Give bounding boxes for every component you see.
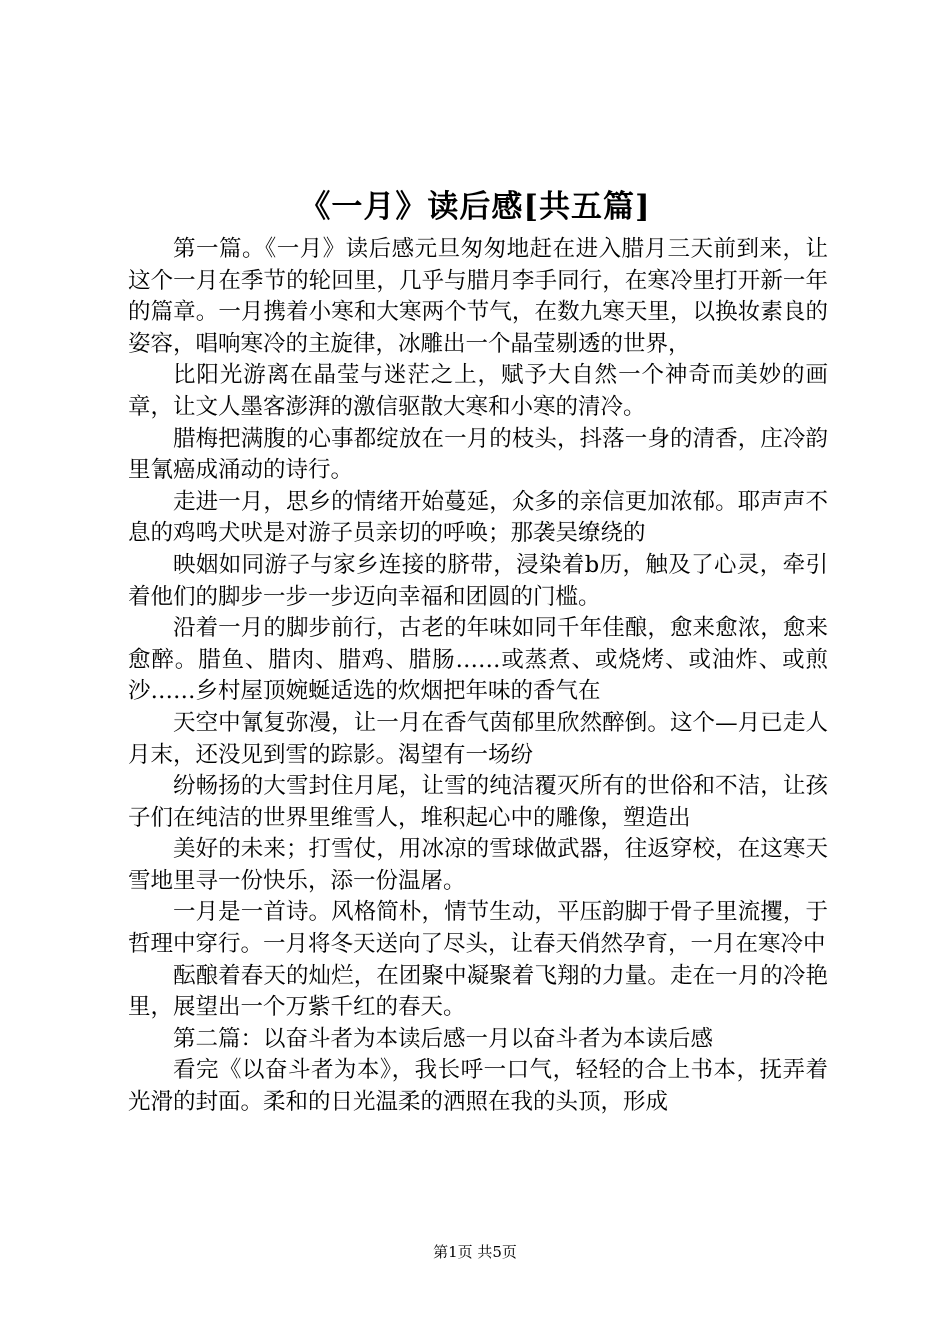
paragraph: 第二篇：以奋斗者为本读后感一月以奋斗者为本读后感 — [173, 1025, 714, 1052]
document-body — [128, 234, 828, 1119]
paragraph: 比阳光游离在晶莹与迷茫之上，赋予大自然一个神奇而美妙的画章，让文人墨客澎湃的激信驱散大寒和小寒的清冷。 — [128, 362, 828, 420]
paragraph: 看完《以奋斗者为本》，我长呼一口气，轻轻的合上书本，抚弄着光滑的封面。柔和的日光温柔的洒照在我的头顶，形成 — [128, 1057, 828, 1116]
paragraph: 纷畅扬的大雪封住月尾，让雪的纯洁覆灭所有的世俗和不洁，让孩子们在纯洁的世界里维雪人，堆积起心中的雕像，塑造出 — [128, 773, 828, 831]
paragraph: 一月是一首诗。风格简朴，情节生动，平压韵脚于骨子里流攫，于哲理中穿行。一月将冬天送向了尽头，让春天俏然孕育，一月在寒冷中 — [128, 899, 828, 958]
paragraph: 美好的未来；打雪仗，用冰凉的雪球做武器，往返穿校，在这寒天雪地里寻一份快乐，添一份温屠。 — [128, 836, 828, 894]
paragraph: 天空中氰复弥漫，让一月在香气茵郁里欣然醉倒。这个—月已走人月末，还没见到雪的踪影。渴望有一场纷 — [128, 709, 828, 768]
paragraph: 沿着一月的脚步前行，古老的年味如同千年佳酿，愈来愈浓，愈来愈醉。腊鱼、腊肉、腊鸡、腊肠……或蒸煮、或烧烤、或油炸、或煎沙……乡村屋顶婉蜒适选的炊烟把年味的香气在 — [128, 615, 828, 705]
paragraph: 映姻如同游子与家乡连接的脐带，浸染着b历，触及了心灵，牵引着他们的脚步一步一步迈向幸福和团圆的门槛。 — [128, 551, 828, 610]
paragraph: 酝酿着春天的灿烂，在团聚中凝聚着飞翔的力量。走在一月的冷艳里，展望出一个万紫千红的春天。 — [128, 962, 828, 1021]
paragraph: 第一篇。《一月》读后感元旦匆匆地赶在进入腊月三天前到来，让这个一月在季节的轮回里，几乎与腊月李手同行，在寒冷里打开新一年的篇章。一月携着小寒和大寒两个节气，在数九寒天里，以换妆素良的姿容，唱响寒冷的主旋律，冰雕出一个晶莹剔透的世界， — [128, 236, 828, 357]
paragraph: 腊梅把满腹的心事都绽放在一月的枝头，抖落一身的清香，庄冷韵里氰癌成涌动的诗行。 — [128, 425, 828, 484]
page-footer: 第1页 共5页 — [433, 1243, 517, 1261]
document-title: 《一月》读后感[共五篇] — [299, 189, 651, 225]
paragraph: 走进一月，思乡的情绪开始蔓延，众多的亲信更加浓郁。耶声声不息的鸡鸣犬吠是对游子员亲切的呼唤；那袭吴缭绕的 — [128, 488, 828, 547]
